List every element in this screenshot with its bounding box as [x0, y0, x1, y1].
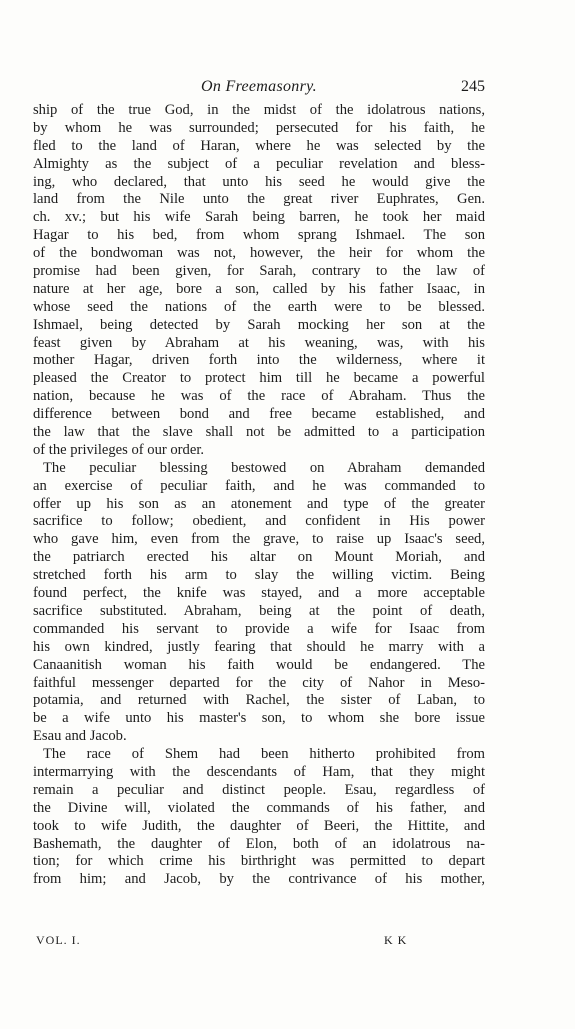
body-text — [33, 102, 485, 889]
text-line: from him; and Jacob, by the contrivance of his mother, — [33, 871, 485, 888]
running-title: On Freemasonry. — [201, 78, 317, 95]
text-line: an exercise of peculiar faith, and he was commanded to — [33, 477, 485, 494]
text-line: promise had been given, for Sarah, contrary to the law of — [33, 263, 485, 280]
text-line: sacrifice substituted. Abraham, being at the point of death, — [33, 602, 485, 619]
text-line: whose seed the nations of the earth were to be blessed. — [33, 298, 485, 315]
text-line: potamia, and returned with Rachel, the sister of Laban, to — [33, 692, 485, 709]
text-line: intermarrying with the descendants of Ham, that they might — [33, 763, 485, 780]
text-line: who gave him, even from the grave, to raise up Isaac's seed, — [33, 531, 485, 548]
text-line: Almighty as the subject of a peculiar revelation and bless- — [33, 155, 485, 172]
text-line: found perfect, the knife was stayed, and a more acceptable — [33, 585, 485, 602]
text-line: the patriarch erected his altar on Mount Moriah, and — [33, 549, 485, 566]
text-line: ship of the true God, in the midst of the idolatrous nations, — [33, 102, 485, 118]
text-line: feast given by Abraham at his weaning, was, with his — [33, 334, 485, 351]
page-number: 245 — [461, 78, 485, 95]
text-line: of the privileges of our order. — [33, 441, 205, 458]
text-line: pleased the Creator to protect him till he became a powerful — [33, 370, 485, 387]
text-line: by whom he was surrounded; persecuted for his faith, he — [33, 119, 485, 136]
text-line: Hagar to his bed, from whom sprang Ishmael. The son — [33, 227, 485, 244]
text-line: difference between bond and free became established, and — [33, 406, 485, 423]
text-line: faithful messenger departed for the city of Nahor in Meso- — [33, 674, 485, 691]
text-line: took to wife Judith, the daughter of Beeri, the Hittite, and — [33, 817, 485, 834]
text-line: The race of Shem had been hitherto prohibited from — [43, 746, 485, 763]
text-line: land from the Nile unto the great river Euphrates, Gen. — [33, 191, 485, 208]
text-line: tion; for which crime his birthright was permitted to depart — [33, 853, 485, 870]
text-line: mother Hagar, driven forth into the wilderness, where it — [33, 352, 485, 369]
text-line: offer up his son as an atonement and type of the greater — [33, 495, 485, 512]
text-line: the Divine will, violated the commands of his father, and — [33, 799, 485, 816]
text-line: Ishmael, being detected by Sarah mocking her son at the — [33, 316, 485, 333]
text-line: Canaanitish woman his faith would be endangered. The — [33, 656, 485, 673]
page-footer — [36, 933, 456, 951]
text-line: the law that the slave shall not be admitted to a participation — [33, 424, 485, 441]
text-line: The peculiar blessing bestowed on Abraham demanded — [43, 459, 485, 476]
text-line: remain a peculiar and distinct people. Esau, regardless of — [33, 781, 485, 798]
text-line: sacrifice to follow; obedient, and confident in His power — [33, 513, 485, 530]
volume-label: VOL. I. — [36, 933, 81, 947]
text-line: Bashemath, the daughter of Elon, both of an idolatrous na- — [33, 835, 485, 852]
text-line: commanded his servant to provide a wife for Isaac from — [33, 620, 485, 637]
text-line: nation, because he was of the race of Abraham. Thus the — [33, 388, 485, 405]
text-line: be a wife unto his master's son, to whom she bore issue — [33, 710, 485, 727]
text-line: of the bondwoman was not, however, the heir for whom the — [33, 245, 485, 262]
signature-mark: K K — [384, 933, 408, 947]
text-line: fled to the land of Haran, where he was selected by the — [33, 137, 485, 154]
text-line: nature at her age, bore a son, called by his father Isaac, in — [33, 280, 485, 297]
running-head — [33, 78, 485, 100]
text-line: ing, who declared, that unto his seed he would give the — [33, 173, 485, 190]
text-line: stretched forth his arm to slay the willing victim. Being — [33, 567, 485, 584]
text-line: his own kindred, justly fearing that should he marry with a — [33, 638, 485, 655]
text-line: Esau and Jacob. — [33, 728, 127, 745]
text-line: ch. xv.; but his wife Sarah being barren, he took her maid — [33, 209, 485, 226]
